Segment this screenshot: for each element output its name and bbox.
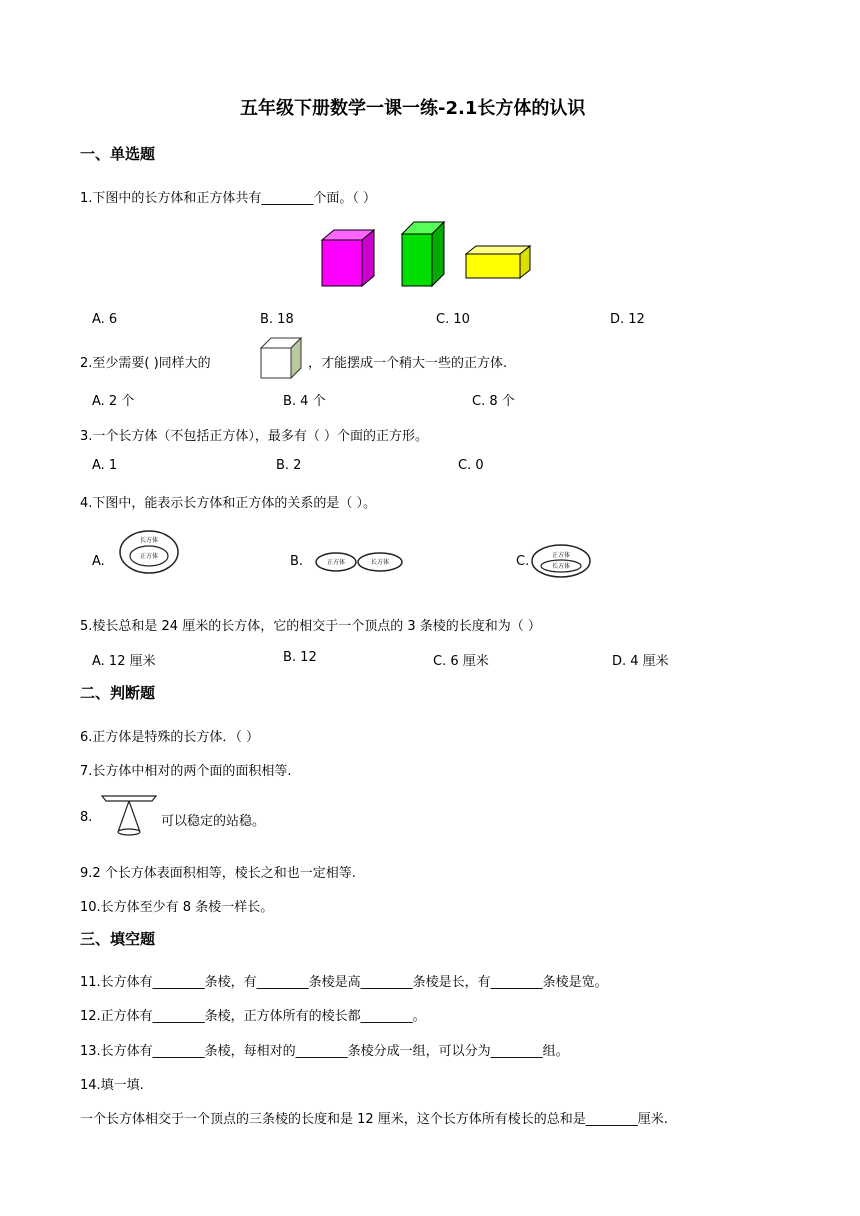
q1-option-b: B. 18 xyxy=(260,312,294,327)
q2-option-b: B. 4 个 xyxy=(283,394,326,409)
question-3-text: 3.一个长方体（不包括正方体），最多有（ ）个面的正方形。 xyxy=(80,429,429,444)
section-heading-fill-blank: 三、填空题 xyxy=(80,930,156,948)
q3-option-a: A. 1 xyxy=(92,458,118,473)
q1-option-a: A. 6 xyxy=(92,312,118,327)
q4-option-a: A. xyxy=(92,554,105,569)
cone-table-figure xyxy=(100,794,158,838)
question-11-text: 11.长方体有________条棱，有________条棱是高________条棱是长，有________条棱是宽。 xyxy=(80,975,608,990)
venn-b-right-label: 长方体 xyxy=(370,559,390,566)
venn-a-inner-label: 正方体 xyxy=(139,553,159,560)
question-12-text: 12.正方体有________条棱，正方体所有的棱长都________。 xyxy=(80,1009,426,1024)
venn-diagram-c xyxy=(530,542,592,580)
question-8-text: 可以稳定的站稳。 xyxy=(161,814,266,829)
question-7-text: 7.长方体中相对的两个面的面积相等. xyxy=(80,764,292,779)
venn-a-outer-label: 长方体 xyxy=(139,537,159,544)
question-6-text: 6.正方体是特殊的长方体．（ ） xyxy=(80,730,260,745)
question-14-label: 14.填一填. xyxy=(80,1078,144,1093)
page-title: 五年级下册数学一课一练-2.1长方体的认识 xyxy=(240,98,586,119)
q5-option-d: D. 4 厘米 xyxy=(612,654,669,669)
q5-option-a: A. 12 厘米 xyxy=(92,654,156,669)
magenta-cube xyxy=(322,230,374,286)
venn-diagram-a xyxy=(118,528,182,576)
section-heading-true-false: 二、判断题 xyxy=(80,684,156,702)
q5-option-b: B. 12 xyxy=(283,650,317,665)
q1-option-d: D. 12 xyxy=(610,312,645,327)
yellow-cuboid xyxy=(466,246,530,278)
q3-option-c: C. 0 xyxy=(458,458,484,473)
venn-b-left-label: 正方体 xyxy=(326,559,346,566)
q2-option-a: A. 2 个 xyxy=(92,394,135,409)
question-5-text: 5.棱长总和是 24 厘米的长方体，它的相交于一个顶点的 3 条棱的长度和为（ ） xyxy=(80,619,541,634)
q4-option-b: B. xyxy=(290,554,304,569)
q2-option-c: C. 8 个 xyxy=(472,394,515,409)
question-14-text: 一个长方体相交于一个顶点的三条棱的长度和是 12 厘米，这个长方体所有棱长的总和是________厘米. xyxy=(80,1112,668,1127)
venn-c-outer-label: 正方体 xyxy=(551,552,571,559)
venn-c-inner-label: 长方体 xyxy=(551,563,571,570)
q5-option-c: C. 6 厘米 xyxy=(433,654,489,669)
venn-diagram-b xyxy=(314,550,406,574)
question-1-text: 1.下图中的长方体和正方体共有________个面。（ ） xyxy=(80,191,377,206)
q3-option-b: B. 2 xyxy=(276,458,302,473)
question-4-text: 4.下图中，能表示长方体和正方体的关系的是（ ）。 xyxy=(80,496,377,511)
q4-option-c: C. xyxy=(516,554,530,569)
question-1-figure-boxes xyxy=(316,218,546,296)
question-2-text-a: 2.至少需要( )同样大的 xyxy=(80,356,211,371)
section-heading-single-choice: 一、单选题 xyxy=(80,145,156,163)
small-cube-figure xyxy=(259,336,305,382)
question-9-text: 9.2 个长方体表面积相等，棱长之和也一定相等. xyxy=(80,866,356,881)
question-10-text: 10.长方体至少有 8 条棱一样长。 xyxy=(80,900,274,915)
question-13-text: 13.长方体有________条棱，每相对的________条棱分成一组，可以分为________组。 xyxy=(80,1044,569,1059)
question-2-text-b: ，才能摆成一个稍大一些的正方体. xyxy=(308,356,508,371)
green-cuboid xyxy=(402,222,444,286)
q1-option-c: C. 10 xyxy=(436,312,470,327)
question-8-number: 8. xyxy=(80,810,93,825)
